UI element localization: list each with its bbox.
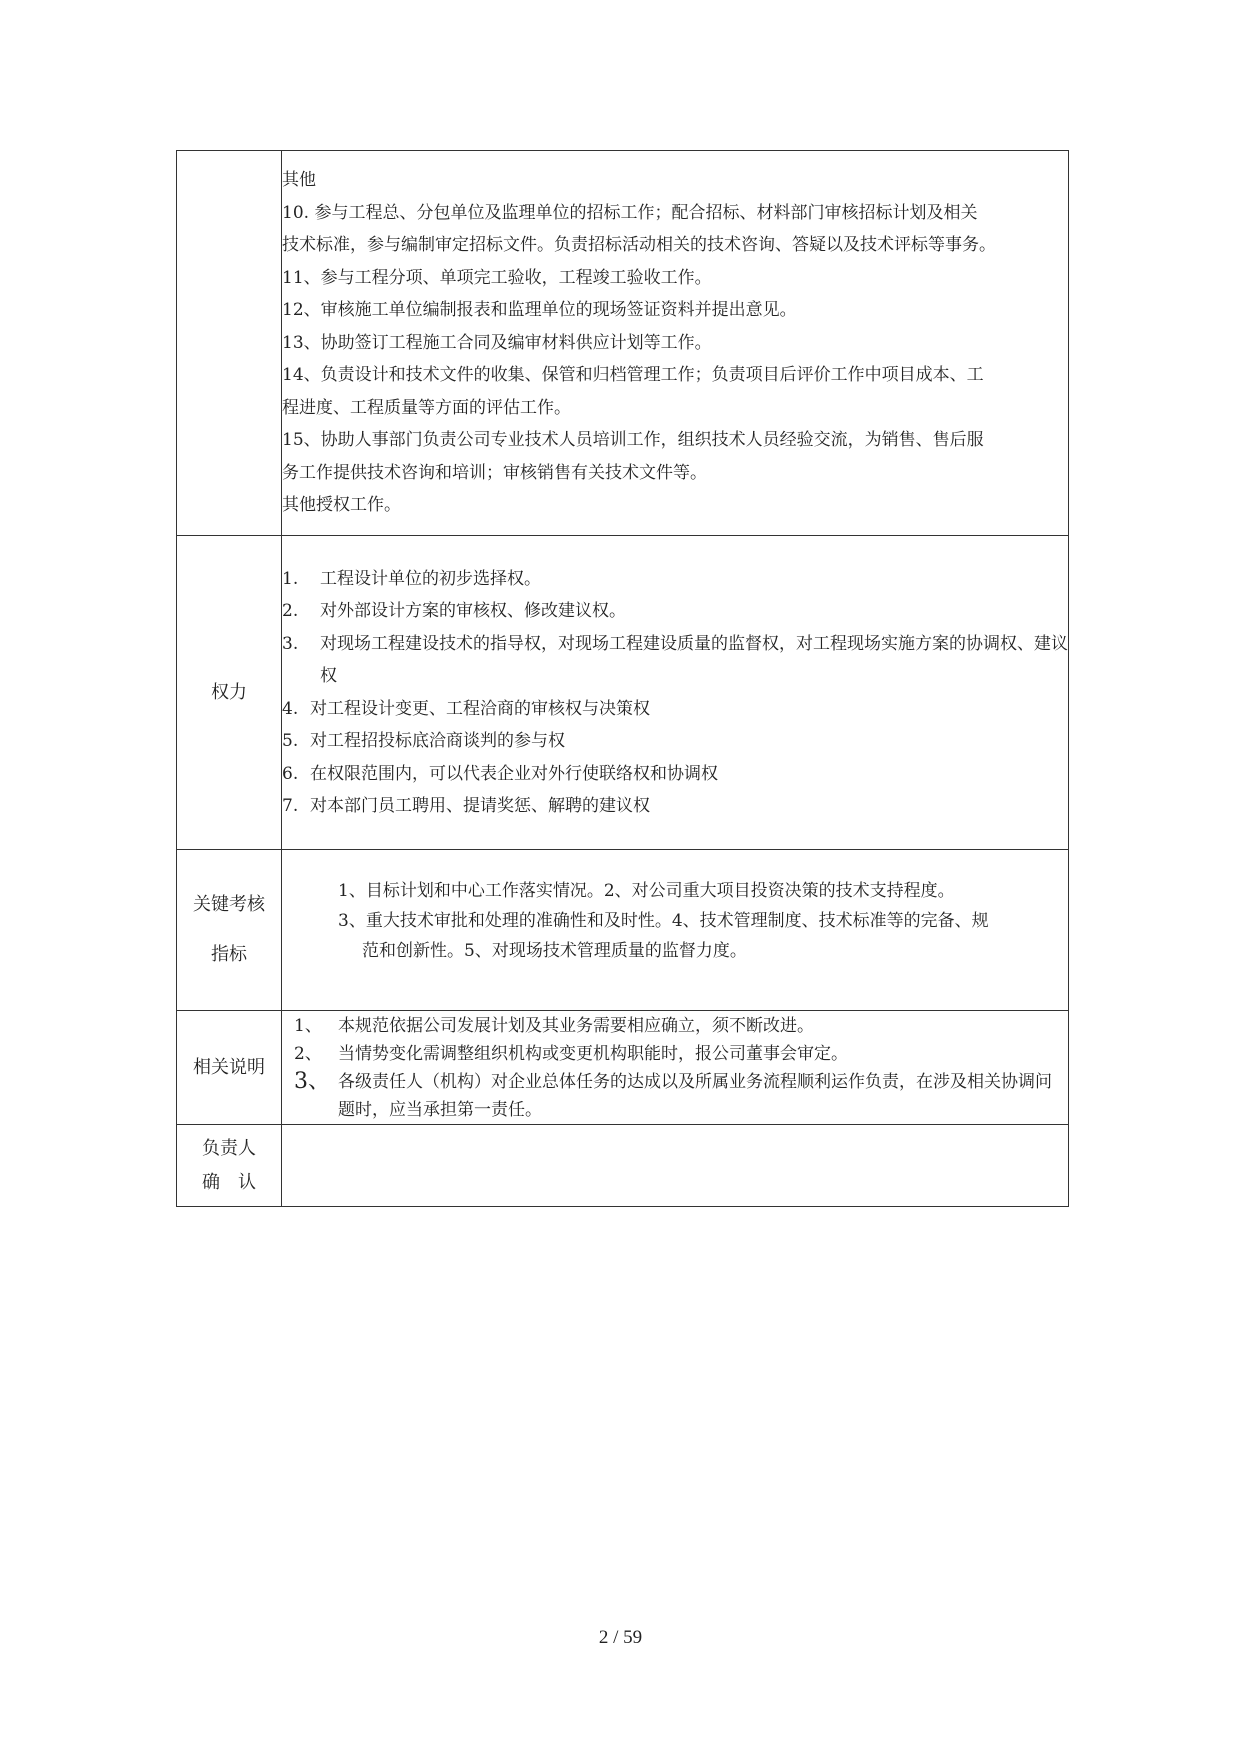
power-row — [177, 536, 1069, 850]
power-item-number: 4. — [282, 698, 299, 719]
kpi-line: 1、目标计划和中心工作落实情况。2、对公司重大项目投资决策的技术支持程度。 — [338, 881, 955, 901]
kpi-label — [177, 850, 282, 1011]
duties-label-cell — [177, 151, 282, 536]
power-item — [282, 595, 1068, 628]
note-item — [294, 1068, 1062, 1124]
power-item-number: 2. — [282, 601, 299, 621]
duties-line: 10. 参与工程总、分包单位及监理单位的招标工作；配合招标、材料部门审核招标计划及相关 — [282, 202, 978, 223]
power-item-text: 对工程招投标底洽商谈判的参与权 — [310, 731, 565, 751]
page-number: 2 / 59 — [598, 1627, 643, 1648]
power-item-number: 1. — [282, 568, 299, 589]
power-item-text: 对现场工程建设技术的指导权，对现场工程建设质量的监督权，对工程现场实施方案的协调权、建议权 — [320, 633, 1068, 686]
power-item-number: 5. — [282, 731, 299, 751]
kpi-row — [177, 850, 1069, 1011]
confirm-label — [177, 1125, 282, 1207]
note-item — [294, 1040, 1062, 1068]
notes-content — [282, 1011, 1069, 1125]
kpi-line: 3、重大技术审批和处理的准确性和及时性。4、技术管理制度、技术标准等的完备、规 — [338, 911, 989, 931]
power-item — [282, 628, 1068, 693]
notes-row — [177, 1011, 1069, 1125]
confirm-label-line: 确 认 — [202, 1171, 256, 1193]
power-item-text: 对工程设计变更、工程洽商的审核权与决策权 — [310, 698, 650, 719]
power-item-text: 工程设计单位的初步选择权。 — [320, 568, 541, 589]
power-item — [282, 758, 1068, 791]
note-number: 2、 — [294, 1043, 322, 1064]
duties-line: 15、协助人事部门负责公司专业技术人员培训工作，组织技术人员经验交流，为销售、售后服 — [282, 430, 984, 451]
power-item — [282, 725, 1068, 758]
kpi-label-line: 指标 — [211, 944, 247, 965]
duties-line: 务工作提供技术咨询和培训；审核销售有关技术文件等。 — [282, 462, 707, 483]
power-label: 权力 — [177, 536, 282, 850]
note-text: 本规范依据公司发展计划及其业务需要相应确立，须不断改进。 — [338, 1015, 814, 1036]
confirm-label-line: 负责人 — [202, 1137, 256, 1159]
power-item — [282, 790, 1068, 823]
power-item-number: 3. — [282, 633, 299, 654]
duties-content — [282, 151, 1069, 536]
power-item-text: 对本部门员工聘用、提请奖惩、解聘的建议权 — [310, 796, 650, 816]
power-content — [282, 536, 1069, 850]
duties-line: 技术标准，参与编制审定招标文件。负责招标活动相关的技术咨询、答疑以及技术评标等事务。 — [282, 235, 996, 256]
duties-line: 13、协助签订工程施工合同及编审材料供应计划等工作。 — [282, 332, 712, 353]
confirm-row — [177, 1125, 1069, 1207]
duties-line: 其他授权工作。 — [282, 495, 401, 516]
job-description-table — [176, 150, 1069, 1207]
note-text: 当情势变化需调整组织机构或变更机构职能时，报公司董事会审定。 — [338, 1043, 848, 1064]
duties-line: 12、审核施工单位编制报表和监理单位的现场签证资料并提出意见。 — [282, 300, 797, 321]
duties-header: 其他 — [282, 170, 316, 191]
duties-line: 14、负责设计和技术文件的收集、保管和归档管理工作；负责项目后评价工作中项目成本、工 — [282, 365, 984, 386]
duties-line: 程进度、工程质量等方面的评估工作。 — [282, 397, 571, 418]
notes-label: 相关说明 — [177, 1011, 282, 1125]
power-item-number: 7. — [282, 796, 299, 816]
kpi-text — [282, 876, 1068, 966]
power-item-text: 在权限范围内，可以代表企业对外行使联络权和协调权 — [310, 763, 718, 784]
duties-line: 11、参与工程分项、单项完工验收，工程竣工验收工作。 — [282, 267, 712, 288]
kpi-content — [282, 850, 1069, 1011]
power-item — [282, 563, 1068, 596]
power-item-text: 对外部设计方案的审核权、修改建议权。 — [320, 601, 626, 621]
power-item-number: 6. — [282, 763, 299, 784]
kpi-line: 范和创新性。5、对现场技术管理质量的监督力度。 — [362, 941, 747, 961]
kpi-label-line: 关键考核 — [193, 894, 265, 915]
duties-row — [177, 151, 1069, 536]
note-number: 1、 — [294, 1015, 322, 1036]
note-item — [294, 1012, 1062, 1040]
note-number: 3、 — [294, 1068, 330, 1094]
power-item — [282, 693, 1068, 726]
confirm-signature-cell — [282, 1125, 1069, 1207]
note-text: 各级责任人（机构）对企业总体任务的达成以及所属业务流程顺利运作负责，在涉及相关协调问题时，应当承担第一责任。 — [338, 1071, 1052, 1120]
